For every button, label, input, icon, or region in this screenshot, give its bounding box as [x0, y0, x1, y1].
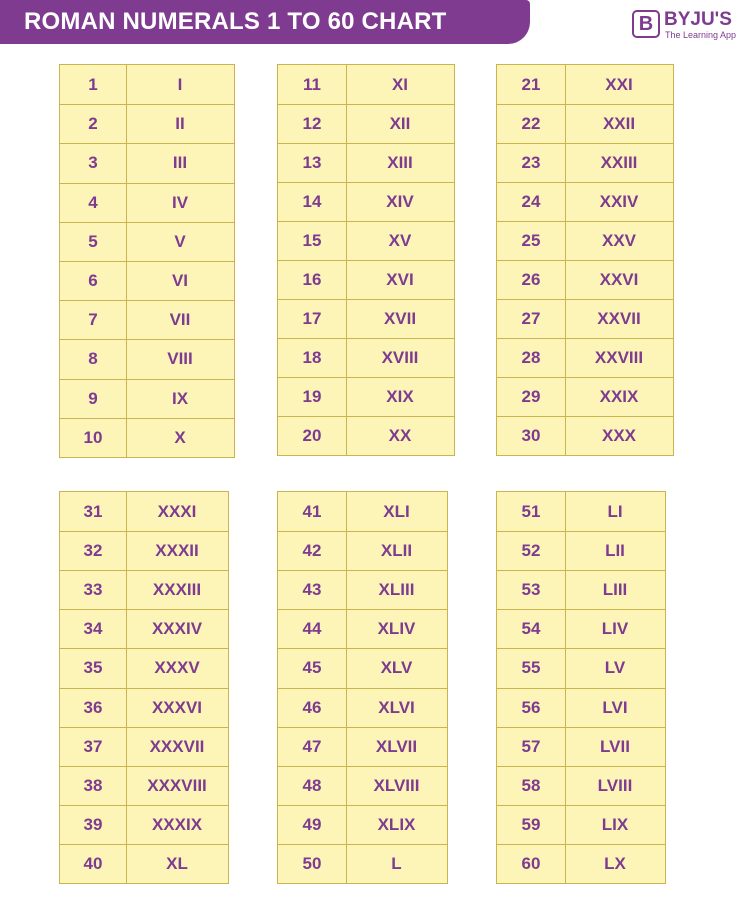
roman-cell: XXI	[605, 74, 633, 94]
roman-cell: III	[172, 153, 188, 173]
number-cell: 29	[521, 387, 541, 406]
table-row	[278, 531, 447, 570]
roman-cell: XLII	[380, 541, 413, 561]
roman-cell: XLIX	[377, 814, 416, 834]
number-cell: 49	[302, 814, 322, 834]
roman-cell: XXXVI	[151, 697, 203, 717]
number-cell: 50	[302, 853, 322, 873]
number-cell: 10	[83, 427, 103, 447]
numeral-table	[277, 64, 455, 456]
table-row	[278, 416, 454, 455]
number-cell: 52	[521, 541, 541, 561]
number-cell: 22	[521, 114, 541, 133]
table-row	[278, 609, 447, 648]
table-row	[497, 416, 673, 455]
title-banner	[0, 0, 530, 44]
number-cell: 31	[83, 501, 103, 521]
table-row	[60, 609, 228, 648]
number-cell: 9	[88, 388, 98, 408]
roman-cell: XXIV	[599, 192, 639, 211]
roman-cell: IX	[171, 388, 189, 408]
table-row	[60, 531, 228, 570]
table-row	[497, 648, 665, 687]
number-cell: 58	[521, 775, 541, 795]
table-row	[278, 727, 447, 766]
number-cell: 35	[83, 658, 103, 678]
roman-cell: XXVIII	[594, 348, 644, 367]
table-row	[278, 805, 447, 844]
roman-cell: XXXIII	[152, 580, 202, 600]
table-row	[278, 688, 447, 727]
roman-cell: XXXI	[157, 501, 197, 521]
number-cell: 32	[83, 541, 103, 561]
table-row	[278, 492, 447, 531]
number-cell: 54	[521, 619, 541, 639]
number-cell: 19	[302, 387, 322, 406]
number-cell: 13	[302, 153, 322, 172]
number-cell: 14	[302, 192, 322, 211]
number-cell: 23	[521, 153, 541, 172]
roman-cell: XXII	[602, 114, 636, 133]
table-row	[278, 299, 454, 338]
number-cell: 39	[83, 814, 103, 834]
number-cell: 1	[88, 74, 98, 94]
roman-cell: LVII	[600, 736, 630, 756]
roman-cell: II	[175, 114, 185, 134]
table-row	[497, 570, 665, 609]
numeral-table	[59, 491, 229, 884]
table-row	[497, 260, 673, 299]
table-row	[497, 299, 673, 338]
roman-cell: XXXV	[154, 658, 200, 678]
number-cell: 56	[521, 697, 541, 717]
roman-cell: XXV	[601, 231, 637, 250]
number-cell: 20	[302, 426, 322, 445]
number-cell: 5	[88, 231, 98, 251]
roman-cell: XVII	[383, 309, 417, 328]
number-cell: 25	[521, 231, 541, 250]
table-row	[60, 143, 234, 182]
numeral-table	[496, 491, 666, 884]
roman-cell: XII	[389, 114, 411, 133]
number-cell: 7	[88, 310, 98, 330]
roman-cell: XXXII	[155, 541, 199, 561]
roman-cell: XLV	[380, 658, 413, 678]
table-row	[278, 182, 454, 221]
roman-cell: XLIV	[377, 619, 416, 639]
table-row	[60, 648, 228, 687]
roman-cell: V	[174, 231, 186, 251]
table-row	[278, 766, 447, 805]
number-cell: 42	[302, 541, 322, 561]
table-row	[278, 143, 454, 182]
number-cell: 48	[302, 775, 322, 795]
byjus-logo	[632, 10, 742, 44]
table-row	[497, 727, 665, 766]
roman-cell: XXIII	[600, 153, 638, 172]
table-row	[60, 104, 234, 143]
numeral-table	[496, 64, 674, 456]
number-cell: 45	[302, 658, 322, 678]
table-row	[497, 182, 673, 221]
number-cell: 51	[521, 501, 541, 521]
table-row	[278, 260, 454, 299]
table-row	[497, 65, 673, 104]
table-row	[278, 377, 454, 416]
numeral-table	[277, 491, 448, 884]
table-row	[497, 143, 673, 182]
table-row	[60, 183, 234, 222]
table-row	[278, 104, 454, 143]
number-cell: 43	[302, 580, 322, 600]
roman-cell: XXX	[601, 426, 637, 445]
number-cell: 47	[302, 736, 322, 756]
roman-cell: XXIX	[599, 387, 639, 406]
roman-cell: XLVII	[375, 736, 418, 756]
number-cell: 18	[302, 348, 322, 367]
table-row	[60, 379, 234, 418]
logo-tagline: The Learning App	[665, 30, 737, 40]
table-row	[60, 339, 234, 378]
roman-cell: LVIII	[597, 775, 633, 795]
number-cell: 60	[521, 853, 541, 873]
table-row	[60, 727, 228, 766]
number-cell: 37	[83, 736, 103, 756]
number-cell: 2	[88, 114, 98, 134]
table-row	[497, 609, 665, 648]
roman-cell: X	[174, 427, 186, 447]
table-row	[60, 570, 228, 609]
number-cell: 28	[521, 348, 541, 367]
table-row	[497, 377, 673, 416]
table-row	[60, 766, 228, 805]
number-cell: 12	[302, 114, 322, 133]
table-row	[497, 805, 665, 844]
roman-cell: XI	[391, 74, 409, 94]
roman-cell: LX	[604, 853, 626, 873]
table-row	[497, 104, 673, 143]
number-cell: 46	[302, 697, 322, 717]
roman-cell: XIX	[386, 387, 414, 406]
number-cell: 38	[83, 775, 103, 795]
roman-cell: VII	[169, 310, 191, 330]
number-cell: 11	[303, 74, 321, 94]
table-row	[497, 338, 673, 377]
number-cell: 53	[521, 580, 541, 600]
number-cell: 24	[521, 192, 541, 211]
table-row	[497, 492, 665, 531]
table-row	[60, 418, 234, 457]
number-cell: 3	[88, 153, 98, 173]
roman-cell: XXXVIII	[147, 775, 207, 795]
roman-cell: XVIII	[381, 348, 419, 367]
table-row	[497, 766, 665, 805]
roman-cell: IV	[171, 192, 189, 212]
roman-cell: XLVIII	[373, 775, 420, 795]
table-row	[278, 570, 447, 609]
roman-cell: XXXIX	[151, 814, 203, 834]
numeral-table	[59, 64, 235, 458]
table-row	[278, 221, 454, 260]
table-row	[278, 65, 454, 104]
roman-cell: LIV	[601, 619, 629, 639]
number-cell: 34	[83, 619, 103, 639]
roman-cell: XVI	[386, 270, 414, 289]
page-title: ROMAN NUMERALS 1 TO 60 CHART	[24, 8, 447, 35]
number-cell: 17	[302, 309, 322, 328]
number-cell: 30	[521, 426, 541, 445]
roman-cell: LIX	[601, 814, 629, 834]
number-cell: 8	[88, 349, 98, 369]
number-cell: 44	[302, 619, 322, 639]
table-row	[60, 492, 228, 531]
number-cell: 55	[521, 658, 541, 678]
roman-cell: LII	[605, 541, 625, 561]
roman-cell: XXXVII	[149, 736, 205, 756]
table-row	[497, 531, 665, 570]
table-row	[497, 688, 665, 727]
roman-cell: XLVI	[378, 697, 415, 717]
table-row	[60, 688, 228, 727]
number-cell: 57	[521, 736, 541, 756]
roman-cell: LI	[607, 501, 623, 521]
roman-cell: XIV	[386, 192, 414, 211]
roman-cell: XL	[166, 853, 188, 873]
roman-cell: XLI	[383, 501, 410, 521]
logo-name: BYJU'S	[664, 9, 732, 30]
number-cell: 41	[302, 501, 322, 521]
roman-cell: LV	[604, 658, 626, 678]
roman-cell: XXVII	[597, 309, 641, 328]
number-cell: 27	[521, 309, 541, 328]
number-cell: 16	[302, 270, 322, 289]
roman-cell: XV	[388, 231, 412, 250]
roman-cell: XXXIV	[151, 619, 203, 639]
number-cell: 26	[521, 270, 541, 289]
table-row	[60, 805, 228, 844]
number-cell: 59	[521, 814, 541, 834]
number-cell: 33	[83, 580, 103, 600]
table-row	[60, 222, 234, 261]
table-row	[497, 844, 665, 883]
roman-cell: LIII	[602, 580, 628, 600]
number-cell: 21	[521, 74, 541, 94]
table-row	[60, 300, 234, 339]
roman-cell: XX	[388, 426, 412, 445]
table-row	[278, 338, 454, 377]
table-row	[278, 844, 447, 883]
number-cell: 6	[88, 271, 98, 291]
number-cell: 4	[88, 192, 98, 212]
number-cell: 36	[83, 697, 103, 717]
table-row	[497, 221, 673, 260]
roman-cell: I	[177, 74, 183, 94]
table-row	[60, 65, 234, 104]
table-row	[278, 648, 447, 687]
roman-cell: LVI	[602, 697, 628, 717]
roman-cell: XLIII	[378, 580, 415, 600]
number-cell: 15	[302, 231, 322, 250]
roman-cell: XIII	[387, 153, 413, 172]
roman-cell: VI	[171, 271, 189, 291]
roman-cell: VIII	[167, 349, 193, 369]
table-row	[60, 844, 228, 883]
roman-cell: L	[391, 853, 402, 873]
roman-cell: XXVI	[599, 270, 639, 289]
table-row	[60, 261, 234, 300]
logo-mark: B	[632, 10, 660, 38]
number-cell: 40	[83, 853, 103, 873]
